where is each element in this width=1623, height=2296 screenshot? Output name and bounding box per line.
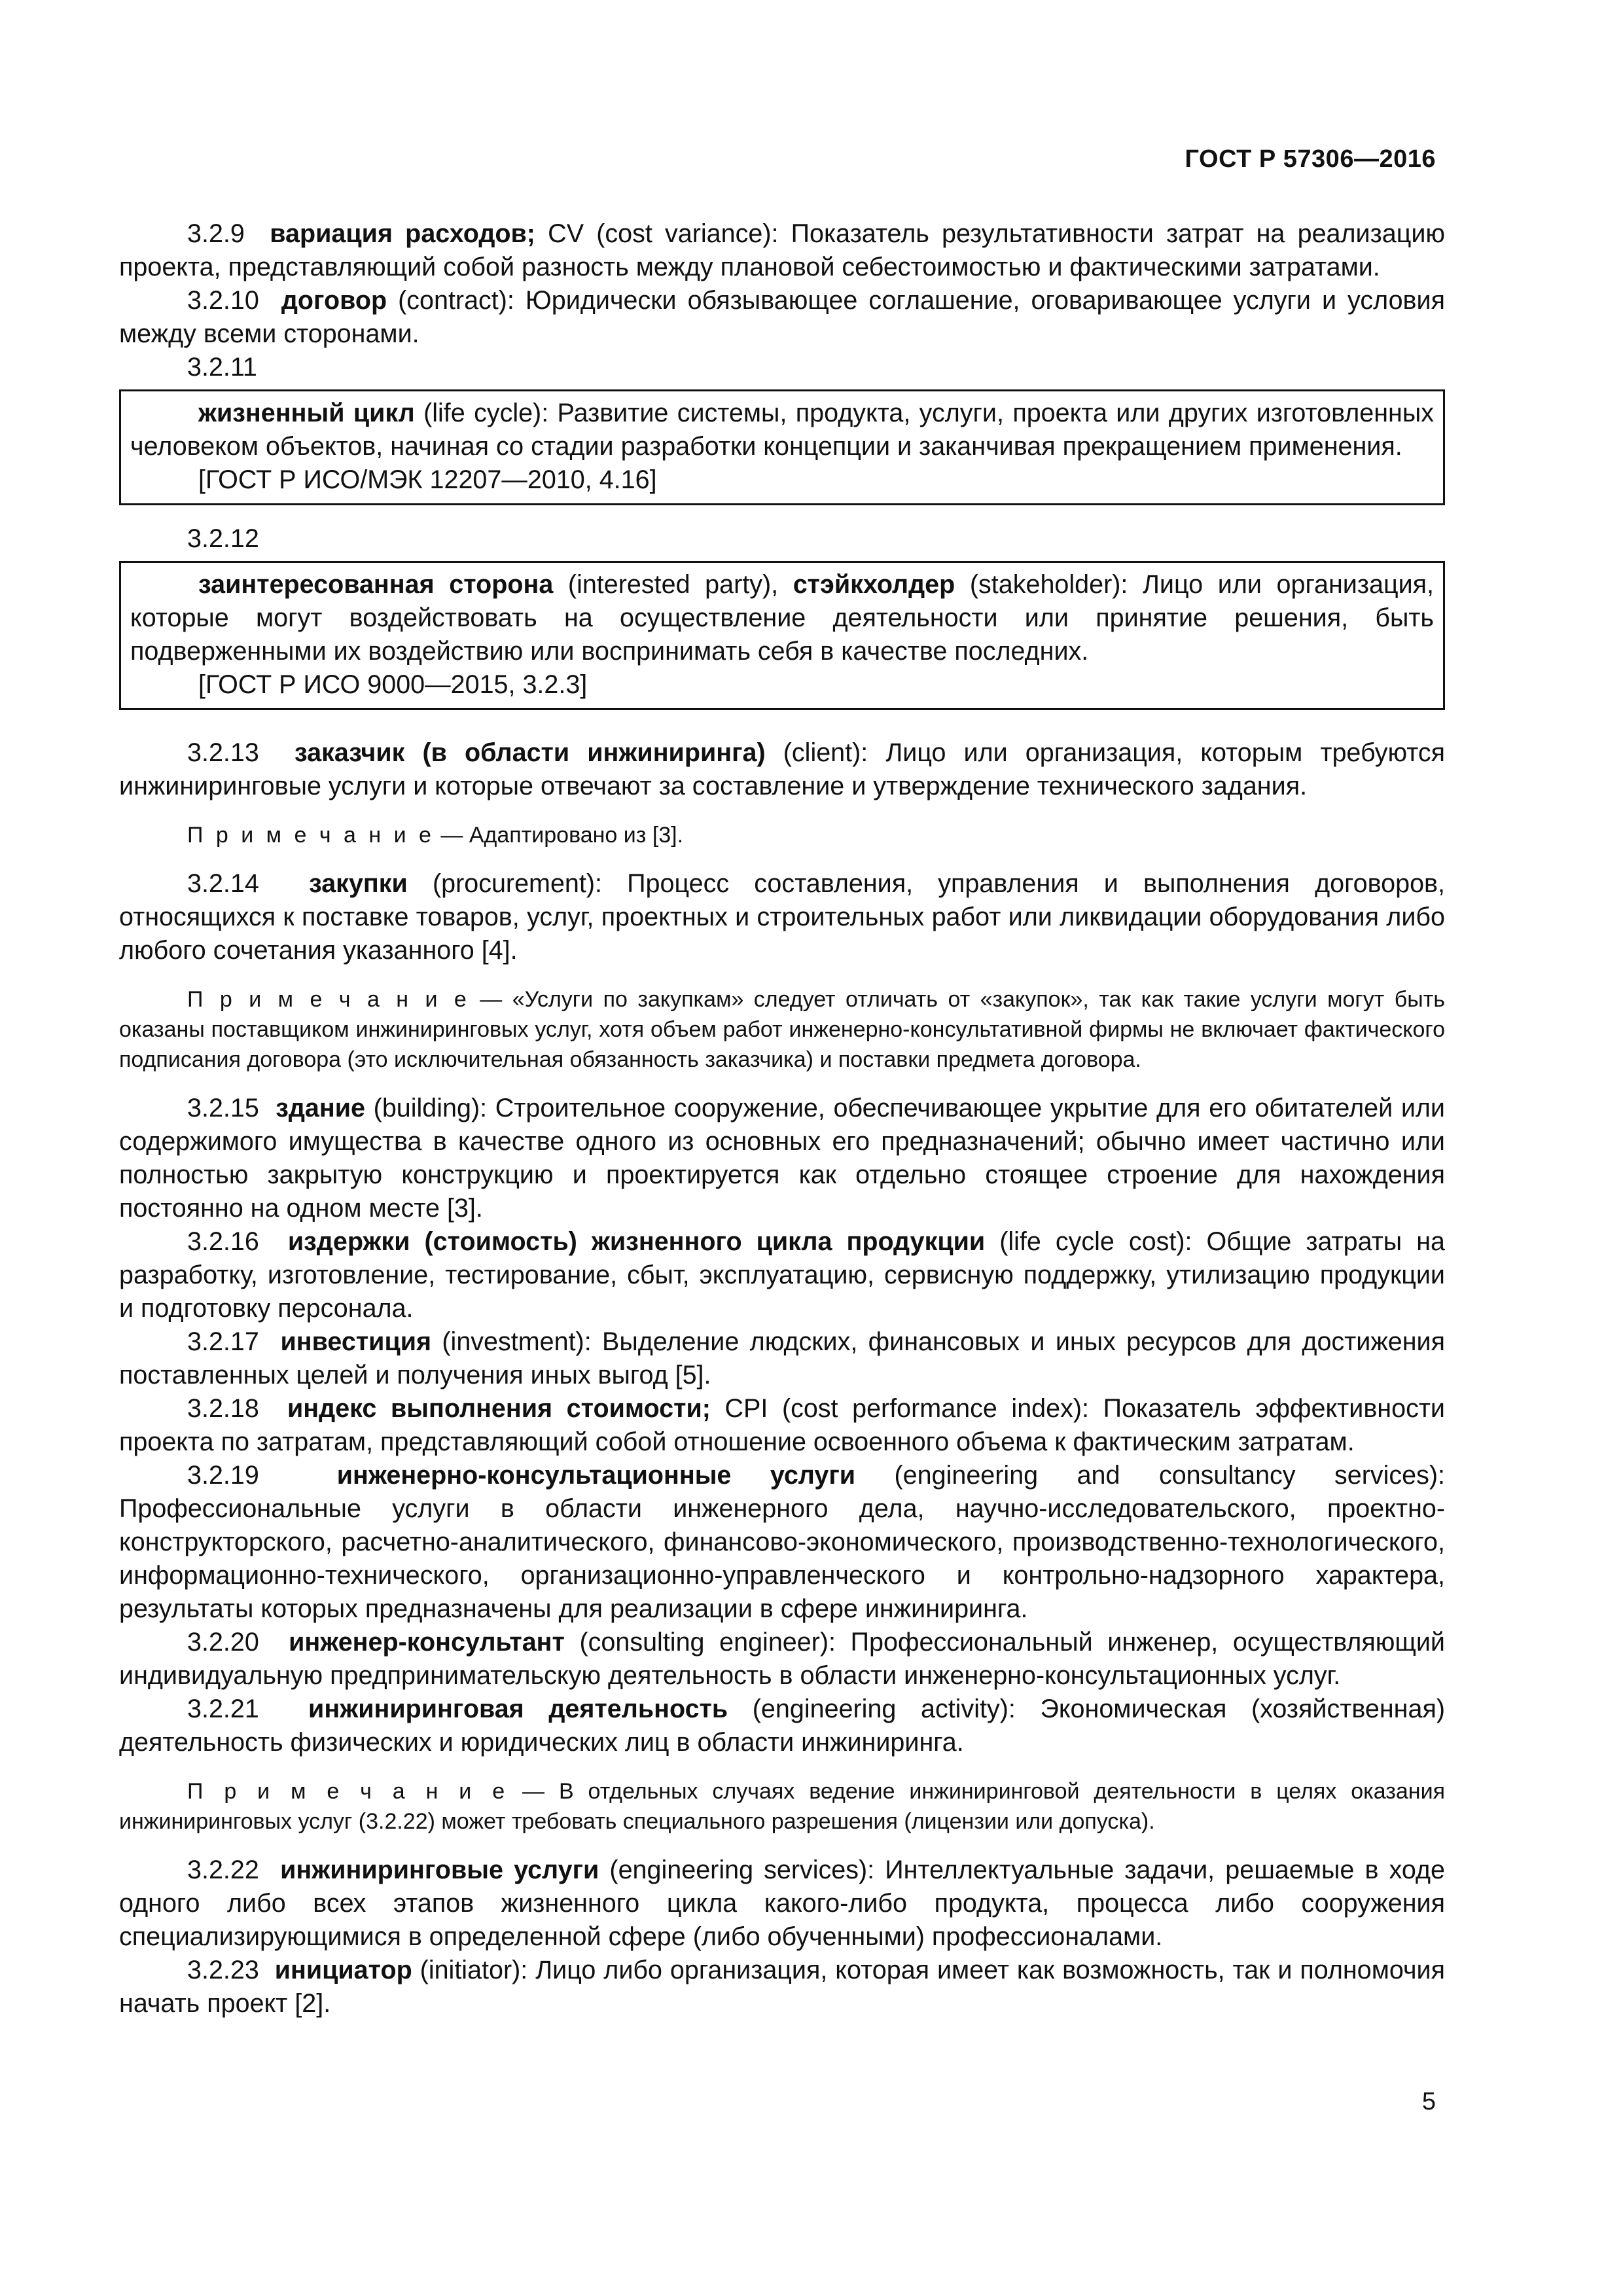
- note-3-2-14: [119, 984, 1445, 1075]
- boxed-definition: [130, 397, 1434, 463]
- term-name: инженерно-консультационные услуги: [336, 1461, 856, 1490]
- note-text: — В отдельных случаях ведение инжиниринговой деятельности в целях оказания инжиниринговых услуг (3.2.22) может требовать специального разрешения (лицензии или допуска).: [119, 1779, 1445, 1834]
- entry-number: 3.2.22: [187, 1856, 259, 1884]
- term-name: договор: [281, 286, 387, 315]
- note-text: — Адаптировано из [3].: [434, 823, 684, 848]
- term-name: инжиниринговые услуги: [280, 1856, 599, 1884]
- term-definition: (client): Лицо или организация, которым требуются инжиниринговые услуги и которые отвечают за составление и утверждение технического задания.: [119, 738, 1445, 800]
- term-entry-3-2-22: [119, 1854, 1445, 1954]
- term-english: (interested party),: [553, 570, 793, 599]
- term-definition: (engineering services): Интеллектуальные задачи, решаемые в ходе одного либо всех этапов жизненного цикла какого-либо продукта, процесса либо сооружения специализирующимися в определенной сфере (либо обученными) профессионалами.: [119, 1856, 1445, 1951]
- term-entry-3-2-20: [119, 1626, 1445, 1693]
- document-body: [119, 217, 1445, 2020]
- term-definition: (investment): Выделение людских, финансовых и иных ресурсов для достижения поставленных целей и получения иных выгод [5].: [119, 1327, 1446, 1390]
- term-entry-3-2-13: [119, 736, 1445, 803]
- term-name: инженер-консультант: [289, 1628, 565, 1657]
- term-name: издержки (стоимость) жизненного цикла продукции: [287, 1227, 986, 1256]
- term-name: заказчик (в области инжиниринга): [294, 738, 766, 767]
- term-definition: (life cycle): Развитие системы, продукта, услуги, проекта или других изготовленных человеком объектов, начиная со стадии разработки концепции и заканчивая прекращением применения.: [130, 399, 1434, 461]
- entry-number: 3.2.14: [187, 869, 259, 898]
- entry-number: 3.2.9: [187, 219, 245, 248]
- boxed-definition: [130, 568, 1434, 668]
- source-reference: [ГОСТ Р ИСО 9000—2015, 3.2.3]: [198, 670, 588, 699]
- document-header: ГОСТ Р 57306—2016: [1185, 145, 1436, 173]
- term-name: инвестиция: [280, 1327, 432, 1356]
- term-definition: (engineering activity): Экономическая (хозяйственная) деятельность физических и юридических лиц в области инжиниринга.: [119, 1695, 1445, 1757]
- term-definition: (consulting engineer): Профессиональный инженер, осуществляющий индивидуальную предпринимательскую деятельность в области инженерно-консультационных услуг.: [119, 1628, 1446, 1690]
- page-number: 5: [1421, 2088, 1436, 2115]
- entry-number: 3.2.15: [187, 1094, 259, 1122]
- term-name: здание: [276, 1094, 365, 1122]
- entry-number-3-2-11: 3.2.11: [187, 353, 257, 382]
- term-definition: (stakeholder): Лицо или организация, которые могут воздействовать на осуществление деятельности или принятие решения, быть подверженными их воздействию или воспринимать себя в качестве последних.: [130, 570, 1434, 666]
- note-3-2-21: [119, 1776, 1445, 1837]
- entry-number: 3.2.21: [187, 1695, 259, 1723]
- entry-number: 3.2.19: [187, 1461, 259, 1490]
- term-box-3-2-12: [119, 561, 1445, 710]
- term-definition: (initiator): Лицо либо организация, которая имеет как возможность, так и полномочия начать проект [2].: [119, 1956, 1445, 2018]
- term-box-3-2-11: [119, 389, 1445, 505]
- term-name: заинтересованная сторона: [198, 570, 554, 599]
- note-label: П р и м е ч а н и е: [187, 987, 470, 1012]
- note-text: — «Услуги по закупкам» следует отличать от «закупок», так как такие услуги могут быть оказаны поставщиком инжиниринговых услуг, хотя объем работ инженерно-консультативной фирмы не включает фактического подписания договора (это исключительная обязанность заказчика) и поставки предмета договора.: [119, 987, 1445, 1072]
- term-entry-3-2-14: [119, 867, 1445, 967]
- note-label: П р и м е ч а н и е: [187, 823, 435, 848]
- term-entry-3-2-19: [119, 1459, 1445, 1626]
- term-definition: (life cycle cost): Общие затраты на разработку, изготовление, тестирование, сбыт, эксплуатацию, сервисную поддержку, утилизацию продукции и подготовку персонала.: [119, 1227, 1445, 1323]
- note-label: П р и м е ч а н и е: [187, 1779, 508, 1804]
- term-name: инжиниринговая деятельность: [308, 1695, 728, 1723]
- term-name: закупки: [309, 869, 408, 898]
- term-entry-3-2-18: [119, 1392, 1445, 1459]
- term-entry-3-2-17: [119, 1325, 1445, 1392]
- term-definition: CPI (cost performance index): Показатель эффективности проекта по затратам, представляющий собой отношение освоенного объема к фактическим затратам.: [119, 1394, 1445, 1456]
- term-definition: (procurement): Процесс составления, управления и выполнения договоров, относящихся к поставке товаров, услуг, проектных и строительных работ или ликвидации оборудования либо любого сочетания указанного [4].: [119, 869, 1445, 965]
- source-reference: [ГОСТ Р ИСО/МЭК 12207—2010, 4.16]: [198, 465, 657, 494]
- term-entry-3-2-21: [119, 1693, 1445, 1759]
- term-definition: (building): Строительное сооружение, обеспечивающее укрытие для его обитателей или содержимого имущества в качестве одного из основных его предназначений; обычно имеет частично или полностью закрытую конструкцию и проектируется как отдельно стоящее строение для нахождения постоянно на одном месте [3].: [119, 1094, 1445, 1223]
- term-entry-3-2-10: [119, 284, 1445, 351]
- term-entry-3-2-9: [119, 217, 1445, 284]
- entry-number: 3.2.20: [187, 1628, 259, 1657]
- term-name: вариация расходов;: [270, 219, 535, 248]
- term-definition: (contract): Юридически обязывающее соглашение, оговаривающее услуги и условия между всеми сторонами.: [119, 286, 1445, 348]
- term-entry-3-2-23: [119, 1954, 1445, 2020]
- term-name: индекс выполнения стоимости;: [287, 1394, 711, 1423]
- entry-number: 3.2.23: [187, 1956, 259, 1984]
- entry-number: 3.2.16: [187, 1227, 259, 1256]
- term-name: жизненный цикл: [198, 399, 415, 427]
- term-synonym: стэйкхолдер: [793, 570, 955, 599]
- term-definition: CV (cost variance): Показатель результативности затрат на реализацию проекта, представляющий собой разность между плановой себестоимостью и фактическими затратами.: [119, 219, 1446, 281]
- entry-number-3-2-12: 3.2.12: [187, 524, 259, 553]
- entry-number: 3.2.10: [187, 286, 259, 315]
- term-entry-3-2-16: [119, 1225, 1445, 1325]
- entry-number: 3.2.18: [187, 1394, 259, 1423]
- term-definition: (engineering and consultancy services): Профессиональные услуги в области инженерного дела, научно-исследовательского, проектно-конструкторского, расчетно-аналитического, финансово-экономического, производственно-технологического, информационно-технического, организационно-управленческого и контрольно-надзорного характера, результаты которых предназначены для реализации в сфере инжиниринга.: [119, 1461, 1445, 1623]
- note-3-2-13: [119, 820, 1445, 850]
- entry-number: 3.2.13: [187, 738, 259, 767]
- term-name: инициатор: [274, 1956, 412, 1984]
- term-entry-3-2-15: [119, 1092, 1445, 1225]
- entry-number: 3.2.17: [187, 1327, 259, 1356]
